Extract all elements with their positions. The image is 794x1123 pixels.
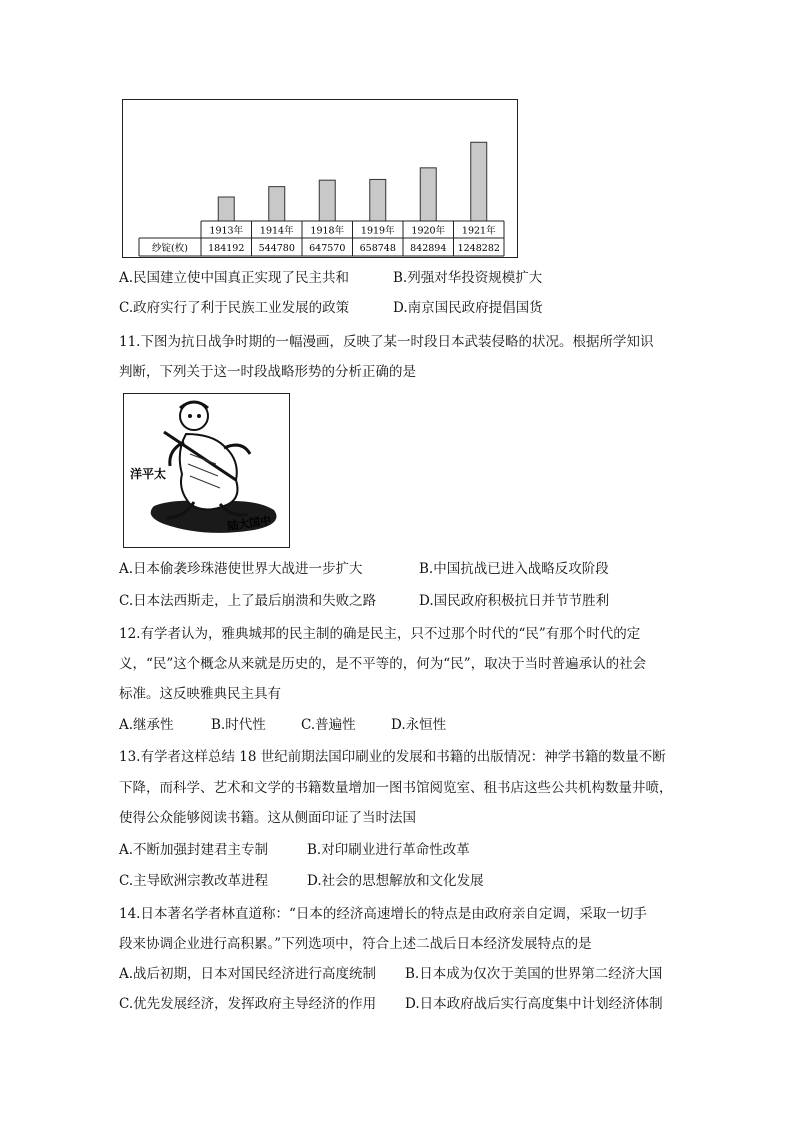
q11-option-c[interactable]: C.日本法西斯走，上了最后崩溃和失败之路 [119,593,377,609]
q14-stem-line-2: 段来协调企业进行高积累。”下列选项中，符合上述二战后日本经济发展特点的是 [119,936,592,952]
q14-option-d[interactable]: D.日本政府战后实行高度集中计划经济体制 [405,996,663,1012]
q13-option-c[interactable]: C.主导欧洲宗教改革进程 [119,873,269,889]
q10-option-d[interactable]: D.南京国民政府提倡国货 [393,300,543,316]
bar-1913年 [218,197,234,221]
bar-1921年 [471,142,487,221]
tick-label-1919年: 1919年 [360,225,395,237]
tick-label-1914年: 1914年 [259,225,294,237]
q12-option-a[interactable]: A.继承性 [119,717,174,733]
war-cartoon-image [123,393,290,548]
q11-option-d[interactable]: D.国民政府积极抗日并节节胜利 [419,593,610,609]
spindle-bar-chart [122,99,518,258]
q12-stem-line-3: 标准。这反映雅典民主具有 [119,686,281,702]
tick-label-1913年: 1913年 [209,225,244,237]
q11-stem-line-1: 11.下图为抗日战争时期的一幅漫画，反映了某一时段日本武装侵略的状况。根据所学知识 [119,334,654,350]
bar-1920年 [420,168,436,221]
q14-option-b[interactable]: B.日本成为仅次于美国的世界第二经济大国 [405,966,663,982]
q12-stem-line-2: 义，“民”这个概念从来就是历史的，是不平等的，何为“民”，取决于当时普遍承认的社会 [119,656,647,672]
bar-1919年 [370,179,386,221]
q14-option-a[interactable]: A.战后初期，日本对国民经济进行高度统制 [119,966,377,982]
tick-label-1920年: 1920年 [411,225,446,237]
q11-option-b[interactable]: B.中国抗战已进入战略反攻阶段 [419,561,609,577]
q13-stem-line-2: 下降，而科学、艺术和文学的书籍数量增加一图书馆阅览室、租书店这些公共机构数量井喷， [119,780,673,796]
q10-option-b[interactable]: B.列强对华投资规模扩大 [393,270,543,286]
q12-option-b[interactable]: B.时代性 [211,717,266,733]
q14-stem-line-1: 14.日本著名学者林直道称：“日本的经济高速增长的特点是由政府亲自定调，采取一切手 [119,906,647,922]
q13-option-d[interactable]: D.社会的思想解放和文化发展 [307,873,484,889]
value-label-1914年: 544780 [258,243,295,254]
q12-stem-line-1: 12.有学者认为，雅典城邦的民主制的确是民主，只不过那个时代的“民”有那个时代的定 [119,626,641,642]
value-label-1920年: 842894 [410,243,447,254]
q12-option-c[interactable]: C.普遍性 [301,717,356,733]
row-label: 纱锭(枚) [152,243,188,254]
bar-1918年 [319,180,335,221]
q13-option-a[interactable]: A.不断加强封建君主专制 [119,842,269,858]
tick-label-1921年: 1921年 [461,225,496,237]
value-label-1919年: 658748 [359,243,396,254]
q13-option-b[interactable]: B.对印刷业进行革命性改革 [307,842,470,858]
tick-label-1918年: 1918年 [310,225,345,237]
q10-option-a[interactable]: A.民国建立使中国真正实现了民主共和 [119,270,350,286]
chart-canvas [123,100,519,259]
q11-stem-line-2: 判断，下列关于这一时段战略形势的分析正确的是 [119,364,416,380]
cartoon-drawing [124,394,288,546]
bar-1914年 [269,187,285,221]
cartoon-label-left: 洋平太 [130,467,167,481]
cartoon-label-bottom: 陆大国中 [226,513,272,533]
value-label-1918年: 647570 [309,243,346,254]
q13-stem-line-1: 13.有学者这样总结 18 世纪前期法国印刷业的发展和书籍的出版情况：神学书籍的数量不断 [119,749,666,765]
value-label-1913年: 184192 [208,243,245,254]
value-label-1921年: 1248282 [457,243,500,254]
q11-option-a[interactable]: A.日本偷袭珍珠港使世界大战进一步扩大 [119,561,363,577]
q14-option-c[interactable]: C.优先发展经济，发挥政府主导经济的作用 [119,996,377,1012]
q12-option-d[interactable]: D.永恒性 [391,717,447,733]
q10-option-c[interactable]: C.政府实行了利于民族工业发展的政策 [119,300,350,316]
q13-stem-line-3: 使得公众能够阅读书籍。这从侧面印证了当时法国 [119,810,416,826]
